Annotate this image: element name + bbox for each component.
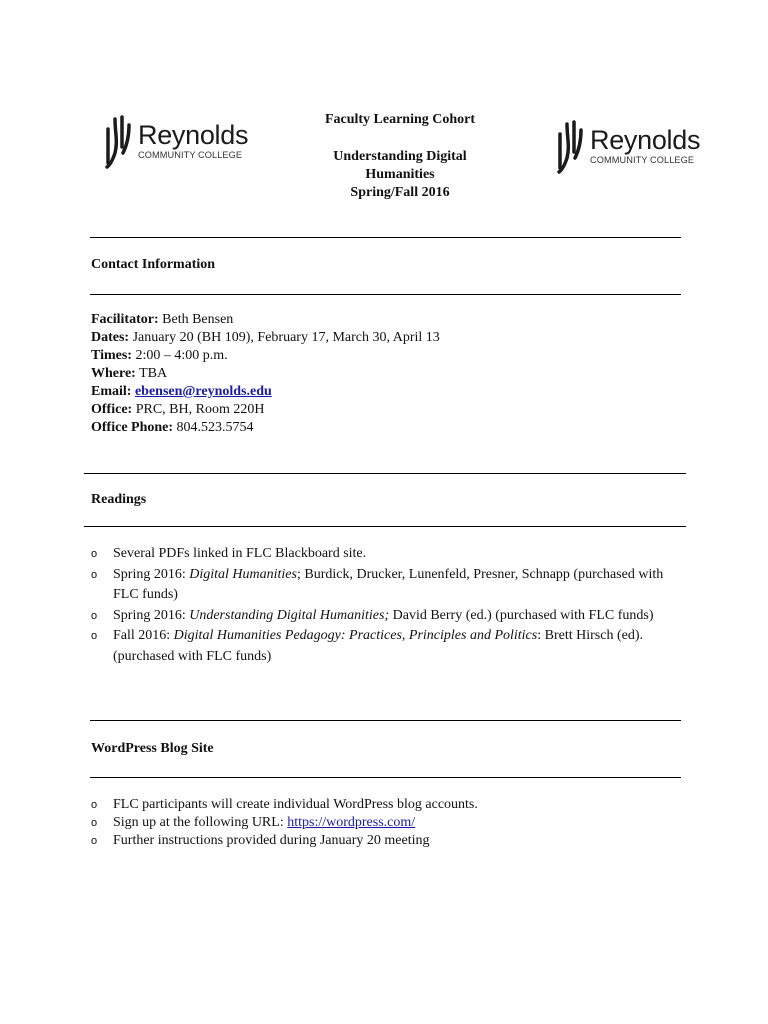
bullet: o: [91, 568, 98, 581]
wordpress-text: FLC participants will create individual WordPress blog accounts.: [113, 797, 478, 812]
times-row: [91, 347, 440, 365]
reynolds-logo-left: [104, 113, 248, 169]
dates-value: January 20 (BH 109), February 17, March 30, April 13: [129, 330, 440, 345]
divider: [84, 526, 686, 527]
wordpress-list: [91, 796, 691, 850]
readings-list: [91, 544, 683, 667]
logo-name: Reynolds: [590, 124, 701, 155]
reading-text: Several PDFs linked in FLC Blackboard site.: [113, 546, 367, 561]
reynolds-mark-icon: [556, 118, 584, 174]
list-item: [91, 544, 683, 565]
list-item: [91, 606, 683, 627]
bullet: o: [91, 609, 98, 622]
section-title-readings: Readings: [91, 492, 147, 507]
divider: [90, 777, 681, 778]
logo-subtitle: COMMUNITY COLLEGE: [590, 154, 695, 165]
reading-text: Spring 2016:: [113, 607, 190, 623]
office-row: [91, 401, 440, 419]
reading-title: Digital Humanities: [189, 566, 297, 582]
divider: [84, 473, 686, 474]
bullet: o: [91, 817, 98, 829]
email-label: Email:: [91, 384, 132, 399]
reynolds-mark-icon: [104, 113, 132, 169]
facilitator-label: Facilitator:: [91, 312, 159, 327]
email-link[interactable]: ebensen@reynolds.edu: [134, 384, 272, 399]
office-label: Office:: [91, 402, 133, 417]
course-title-line: Humanities: [365, 167, 435, 182]
times-label: Times:: [91, 348, 132, 363]
where-value: TBA: [135, 366, 168, 381]
phone-row: [91, 419, 440, 437]
course-title-line: Understanding Digital: [333, 149, 467, 164]
reading-text: Spring 2016:: [113, 566, 190, 582]
reading-text: David Berry (ed.) (purchased with FLC funds): [389, 607, 654, 623]
logo-subtitle: COMMUNITY COLLEGE: [138, 149, 243, 160]
term-label: Spring/Fall 2016: [350, 185, 450, 200]
section-title-wordpress: WordPress Blog Site: [91, 741, 214, 756]
logo-name: Reynolds: [138, 119, 249, 150]
reading-title: Digital Humanities Pedagogy: Practices, Principles and Politics: [173, 628, 538, 643]
section-title-contact: Contact Information: [91, 257, 216, 272]
email-row: [91, 383, 440, 401]
where-label: Where:: [91, 366, 136, 381]
list-item: [91, 626, 683, 667]
divider: [90, 720, 681, 721]
wordpress-url-link[interactable]: https://wordpress.com/: [287, 815, 416, 830]
cohort-title: Faculty Learning Cohort: [324, 112, 476, 127]
facilitator-value: Beth Bensen: [158, 312, 234, 327]
dates-row: [91, 329, 440, 347]
divider: [90, 294, 681, 295]
reynolds-logo-right: [556, 118, 700, 174]
dates-label: Dates:: [91, 330, 130, 345]
facilitator-row: [91, 311, 440, 329]
reading-text: : Brett Hirsch (ed). (purchased with FLC funds): [113, 628, 643, 664]
list-item: [91, 832, 691, 850]
contact-details: [91, 311, 440, 437]
list-item: [91, 814, 691, 832]
wordpress-text: Sign up at the following URL:: [113, 815, 288, 830]
list-item: [91, 565, 683, 606]
course-title: [300, 148, 500, 202]
phone-label: Office Phone:: [91, 420, 174, 435]
wordpress-text: Further instructions provided during January 20 meeting: [113, 833, 430, 848]
reading-title: Understanding Digital Humanities;: [189, 607, 390, 623]
list-item: [91, 796, 691, 814]
where-row: [91, 365, 440, 383]
reading-text: Fall 2016:: [113, 628, 174, 643]
bullet: o: [91, 548, 98, 560]
bullet: o: [91, 799, 98, 811]
divider: [90, 237, 681, 238]
times-value: 2:00 – 4:00 p.m.: [131, 348, 228, 363]
office-value: PRC, BH, Room 220H: [132, 402, 265, 417]
bullet: o: [91, 835, 98, 847]
reading-text: ; Burdick, Drucker, Lunenfeld, Presner, Schnapp (purchased with FLC funds): [113, 566, 664, 602]
phone-value: 804.523.5754: [173, 420, 254, 435]
bullet: o: [91, 630, 98, 642]
